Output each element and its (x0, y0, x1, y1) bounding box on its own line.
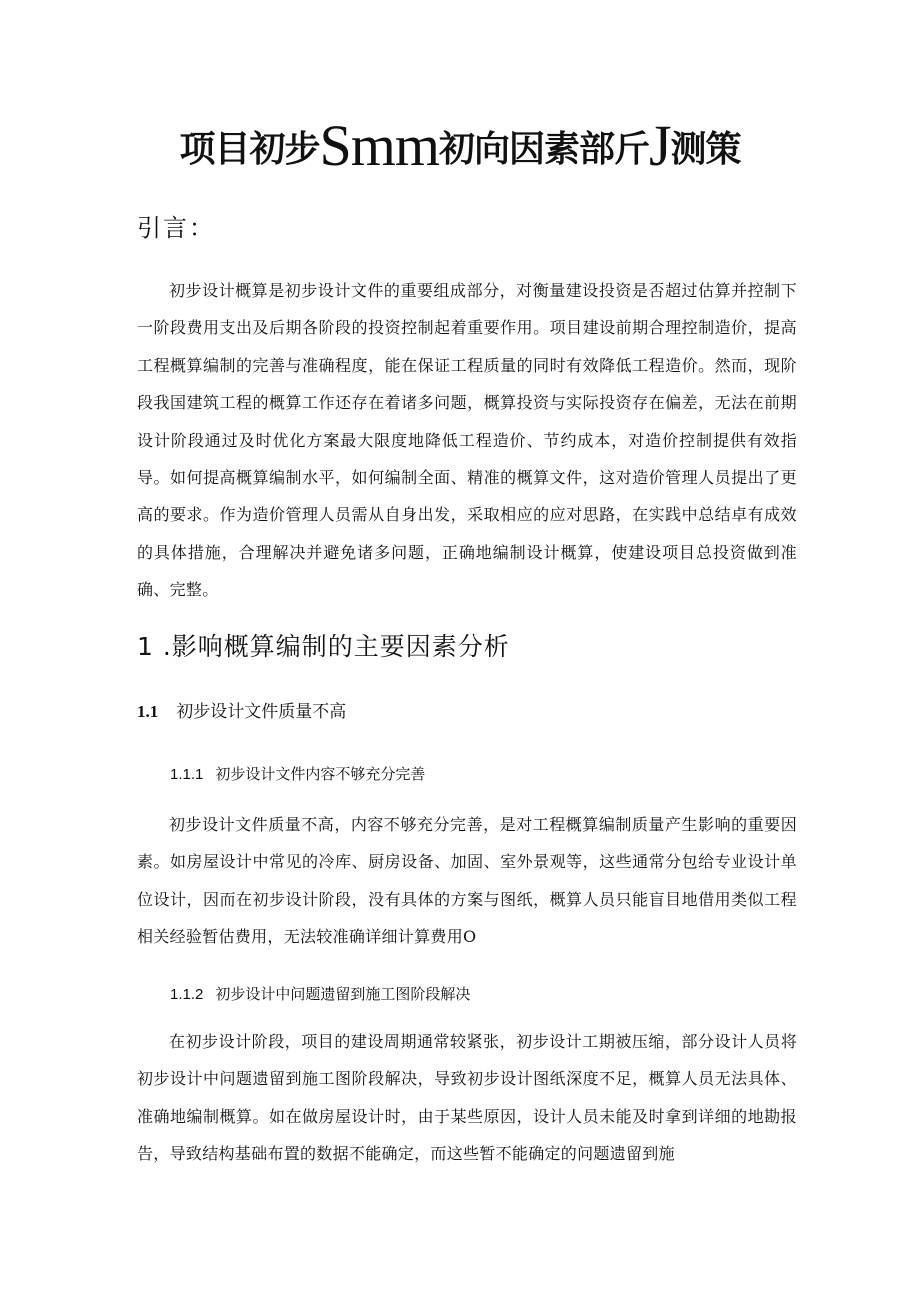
section-1-1-2-title: 初步设计中问题遗留到施工图阶段解决 (215, 985, 471, 1003)
section-1-1-heading (137, 697, 346, 722)
section-1-1-1-title: 初步设计文件内容不够充分完善 (215, 765, 426, 783)
title-part-3: 初向因素部斤 (438, 129, 649, 170)
title-part-4: J (648, 113, 671, 178)
document-title (0, 112, 920, 179)
section-1-1-1-number: 1.1.1 (170, 766, 204, 783)
title-part-1: 项目初步 (179, 129, 320, 170)
section-1-heading: 1 .影响概算编制的主要因素分析 (137, 632, 510, 661)
section-1-1-2-heading (170, 983, 470, 1004)
title-part-5: 测策 (670, 129, 741, 170)
title-part-2: Smm (319, 113, 439, 178)
section-1-1-title: 初步设计文件质量不高 (176, 702, 347, 722)
section-1-1-1-heading (170, 763, 425, 784)
section-1-1-2-number: 1.1.2 (170, 986, 204, 1003)
intro-heading: 引言： (137, 214, 215, 242)
section-1-1-1-paragraph: 初步设计文件质量不高，内容不够充分完善，是对工程概算编制质量产生影响的重要因素。如房屋设计中常见的冷库、厨房设备、加固、室外景观等，这些通常分包给专业设计单位设计，因而在初步设计阶段，没有具体的方案与图纸，概算人员只能盲目地借用类似工程相关经验暂估费用，无法较准确详细计算费用O (137, 815, 797, 947)
section-1-1-number: 1.1 (137, 702, 159, 721)
intro-paragraph: 初步设计概算是初步设计文件的重要组成部分，对衡量建设投资是否超过估算并控制下一阶段费用支出及后期各阶段的投资控制起着重要作用。项目建设前期合理控制造价，提高工程概算编制的完善与准确程度，能在保证工程质量的同时有效降低工程造价。然而，现阶段我国建筑工程的概算工作还存在着诸多问题，概算投资与实际投资存在偏差，无法在前期设计阶段通过及时优化方案最大限度地降低工程造价、节约成本，对造价控制提供有效指导。如何提高概算编制水平，如何编制全面、精准的概算文件，这对造价管理人员提出了更高的要求。作为造价管理人员需从自身出发，采取相应的应对思路，在实践中总结卓有成效的具体措施，合理解决并避免诸多问题，正确地编制设计概算，使建设项目总投资做到准确、完整。 (137, 281, 797, 600)
section-1-1-2-paragraph: 在初步设计阶段，项目的建设周期通常较紧张，初步设计工期被压缩，部分设计人员将初步设计中问题遗留到施工图阶段解决，导致初步设计图纸深度不足，概算人员无法具体、准确地编制概算。如在做房屋设计时，由于某些原因，设计人员未能及时拿到详细的地勘报告，导致结构基础布置的数据不能确定，而这些暂不能确定的问题遗留到施 (137, 1032, 797, 1164)
